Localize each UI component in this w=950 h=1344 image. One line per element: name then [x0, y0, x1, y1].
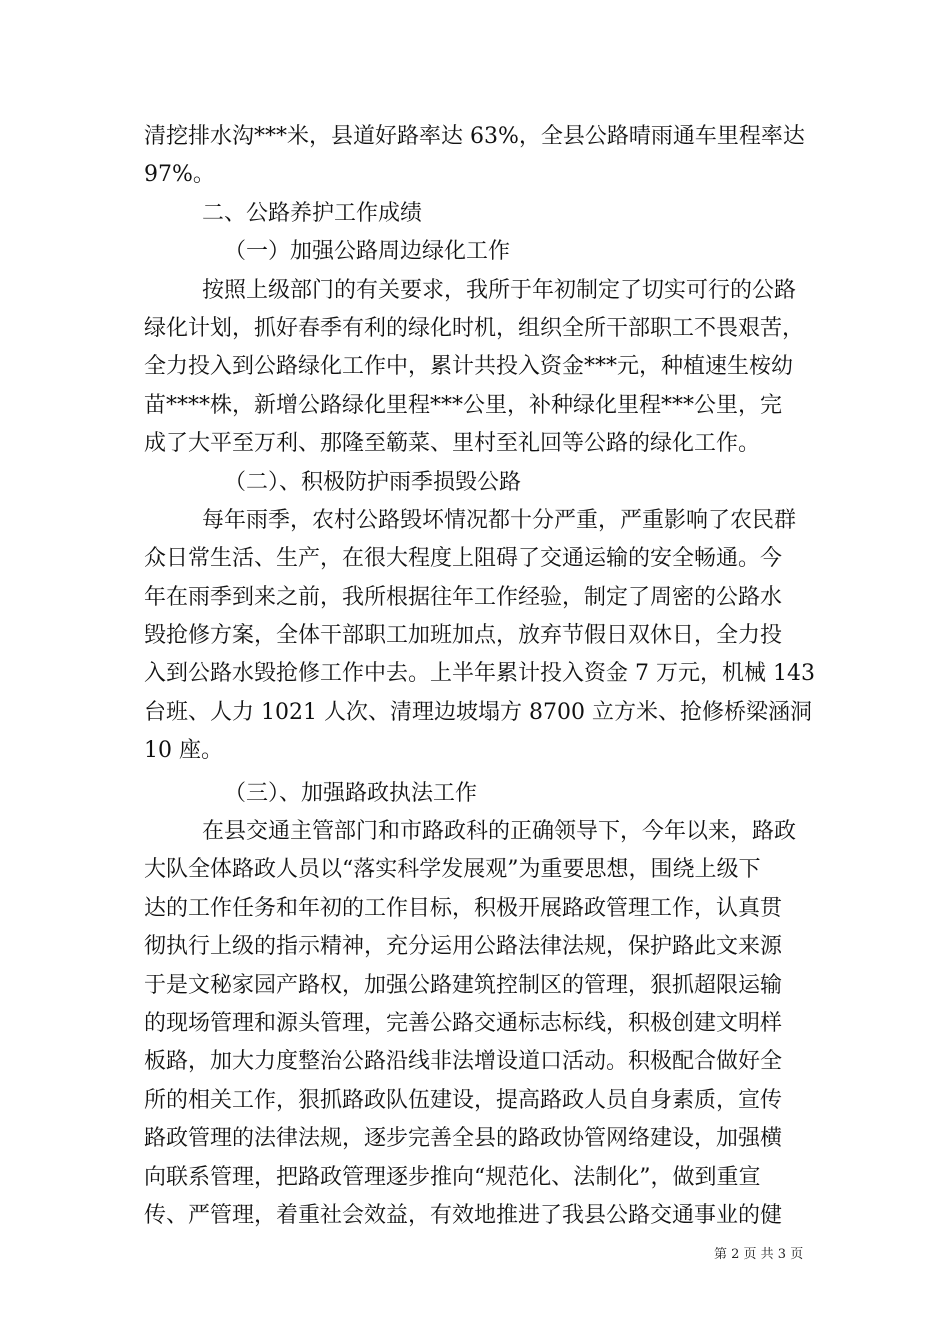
text-line: 路政管理的法律法规，逐步完善全县的路政协管网络建设，加强横 [144, 1126, 783, 1152]
text-line: 绿化计划，抓好春季有利的绿化时机，组织全所干部职工不畏艰苦， [144, 315, 805, 341]
text-line: （三）、加强路政执法工作 [224, 780, 478, 806]
text-line: 年在雨季到来之前，我所根据往年工作经验，制定了周密的公路水 [144, 584, 783, 610]
text-line: 台班、人力 1021 人次、清理边坡塌方 8700 立方米、抢修桥梁涵洞 [144, 699, 812, 725]
text-line: 板路，加大力度整治公路沿线非法增设道口活动。积极配合做好全 [144, 1049, 783, 1075]
text-line: 清挖排水沟***米，县道好路率达 63%，全县公路晴雨通车里程率达 [144, 124, 805, 149]
text-line: 向联系管理，把路政管理逐步推向“规范化、法制化”，做到重宣 [144, 1164, 761, 1190]
text-line: （一）加强公路周边绿化工作 [224, 239, 511, 265]
page-number: 第 2 页 共 3 页 [714, 1247, 804, 1262]
text-line: 在县交通主管部门和市路政科的正确领导下，今年以来，路政 [202, 819, 797, 845]
text-line: 每年雨季，农村公路毁坏情况都十分严重，严重影响了农民群 [202, 507, 797, 533]
text-line: 入到公路水毁抢修工作中去。上半年累计投入资金 7 万元，机械 143 [144, 661, 815, 687]
text-line: 于是文秘家园产路权，加强公路建筑控制区的管理，狠抓超限运输 [144, 972, 783, 998]
text-line: （二）、积极防护雨季损毁公路 [224, 469, 522, 495]
text-line: 二、公路养护工作成绩 [202, 200, 423, 226]
text-line: 达的工作任务和年初的工作目标，积极开展路政管理工作，认真贯 [144, 895, 783, 921]
text-line: 10 座。 [144, 738, 223, 764]
text-line: 成了大平至万利、那隆至簕菜、里村至礼回等公路的绿化工作。 [144, 431, 761, 457]
text-line: 的现场管理和源头管理，完善公路交通标志标线，积极创建文明样 [144, 1010, 783, 1036]
text-line: 所的相关工作，狠抓路政队伍建设，提高路政人员自身素质，宣传 [144, 1087, 783, 1113]
text-line: 众日常生活、生产，在很大程度上阻碍了交通运输的安全畅通。今 [144, 546, 783, 572]
text-line: 苗****株，新增公路绿化里程***公里，补种绿化里程***公里，完 [144, 392, 783, 418]
text-line: 毁抢修方案，全体干部职工加班加点，放弃节假日双休日，全力投 [144, 623, 783, 649]
text-line: 全力投入到公路绿化工作中，累计共投入资金***元，种植速生桉幼 [144, 354, 794, 380]
text-line: 97%。 [144, 162, 215, 188]
text-line: 彻执行上级的指示精神，充分运用公路法律法规，保护路此文来源 [144, 934, 783, 960]
text-line: 传、严管理，着重社会效益，有效地推进了我县公路交通事业的健 [144, 1202, 783, 1228]
text-line: 按照上级部门的有关要求，我所于年初制定了切实可行的公路 [202, 277, 797, 303]
text-line: 大队全体路政人员以“落实科学发展观”为重要思想，围绕上级下 [144, 857, 761, 883]
document-body [144, 118, 815, 1235]
